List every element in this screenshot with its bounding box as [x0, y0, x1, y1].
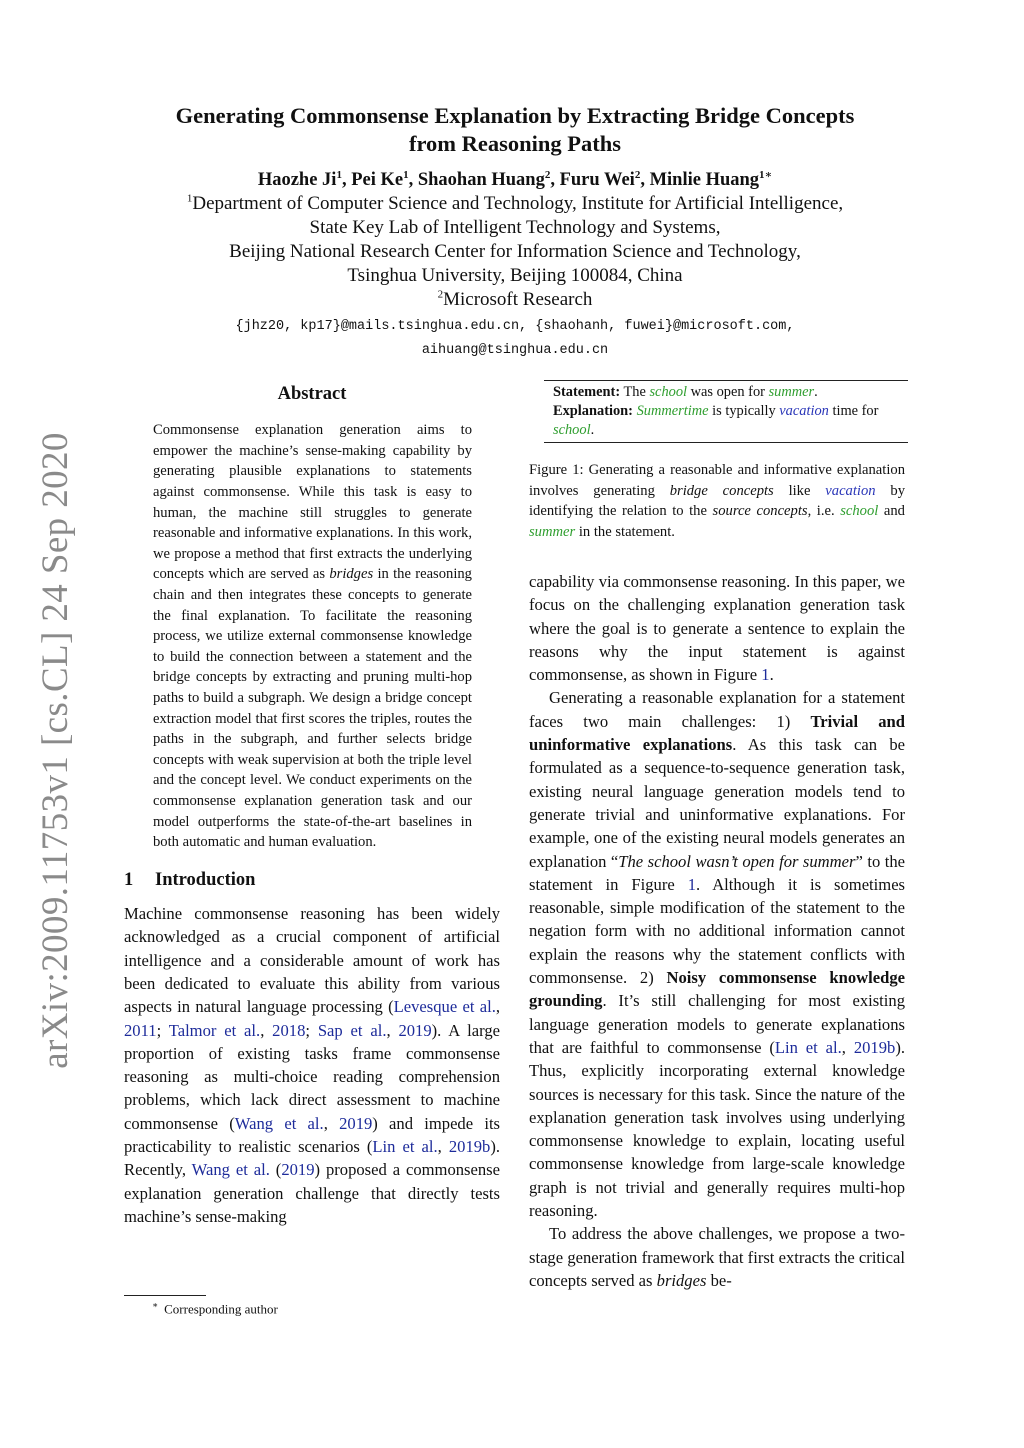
citation-link[interactable]: Lin et al. — [372, 1137, 438, 1157]
abstract-body: Commonsense explanation generation aims to empower the machine’s sense-making capability by generating plausible explanations to statements against commonsense. While this task is easy to human, the machine still struggles to generate reasonable and informative explanations. In this work, we propose a method that first extracts the underlying concepts which are served as bridges in the reasoning chain and then integrates these concepts to generate the final explanation. To facilitate the reasoning process, we utilize external commonsense knowledge to build the connection between a statement and the bridge concepts by extracting and pruning multi-hop paths to build a subgraph. We design a bridge concept extraction model that first scores the triples, routes the paths in the subgraph, and further selects bridge concepts with weak supervision at both the triple level and the concept level. We conduct experiments on the commonsense explanation generation task and our model outperforms the state-of-the-art baselines in both automatic and human evaluation. — [153, 422, 472, 851]
citation-link[interactable]: Wang et al. — [234, 1113, 324, 1133]
author: Pei Ke$^1$ — [351, 168, 409, 190]
author: Minlie Huang$^{1∗}$ — [649, 168, 773, 190]
citation-link[interactable]: Levesque et al. — [393, 997, 496, 1017]
abstract-heading: Abstract — [277, 384, 347, 404]
figure-caption: Figure 1: Generating a reasonable and informative explanation involves generating bridge concepts like vacation by identifying the relation to the source concepts, i.e. school and summer in the statement. — [529, 462, 905, 540]
citation-link[interactable]: 2019b — [853, 1037, 896, 1057]
arxiv-stamp: arXiv:2009.11753v1 [cs.CL] 24 Sep 2020 — [34, 431, 76, 1069]
figure-example-box — [544, 380, 908, 443]
body-paragraph: To address the above challenges, we propose a two-stage generation framework that first extracts the critical concepts served as bridges be- — [529, 1224, 905, 1290]
citation-link[interactable]: Lin et al. — [774, 1037, 842, 1057]
citation-link[interactable]: 2019 — [339, 1113, 373, 1133]
footnote-rule — [124, 1295, 206, 1296]
author: Shaohan Huang$^2$ — [417, 168, 551, 190]
citation-link[interactable]: 2011 — [124, 1020, 157, 1040]
affiliations: $^1$Department of Computer Science and Technology, Institute for Artificial Intelligence, State Key Lab of Intelligent Technology and Systems, Beijing National Research Center for Information Science and Technology, Tsinghua University, Beijing 100084, China $^2$Microsoft Research — [186, 192, 844, 310]
author: Haozhe Ji$^1$ — [257, 168, 342, 190]
left-column — [124, 380, 500, 1228]
figure-ref-link[interactable]: 1 — [687, 874, 696, 894]
citation-link[interactable]: Sap et al. — [317, 1020, 387, 1040]
intro-paragraph: Machine commonsense reasoning has been widely acknowledged as a crucial component of artificial intelligence and a considerable amount of work has been dedicated to evaluate this ability from various aspects in natural language processing (Levesque et al., 2011; Talmor et al., 2018; Sap et al., 2019). A large proportion of existing tasks frame commonsense reasoning as multi-choice reading comprehension problems, which lack direct assessment to machine commonsense (Wang et al., 2019) and impede its practicability to realistic scenarios (Lin et al., 2019b). Recently, Wang et al. (2019) proposed a commonsense explanation generation challenge that directly tests machine’s sense-making — [124, 904, 501, 1226]
paper-title: Generating Commonsense Explanation by Extracting Bridge Concepts from Reasoning Paths — [175, 103, 855, 156]
figure-statement: Statement: The school was open for summer. — [553, 384, 818, 400]
author: Furu Wei$^2$ — [559, 168, 641, 190]
right-column — [529, 570, 905, 1292]
citation-link[interactable]: 2019 — [398, 1020, 432, 1040]
citation-link[interactable]: 2019 — [281, 1160, 315, 1180]
author-emails: {jhz20, kp17}@mails.tsinghua.edu.cn, {shaohanh, fuwei}@microsoft.com, aihuang@tsinghua.edu.cn — [235, 319, 795, 358]
body-paragraph: Generating a reasonable explanation for a statement faces two main challenges: 1) Trivial and uninformative explanations. As this task can be formulated as a sequence-to-sequence generation task, existing neural language generation models tend to generate trivial and uninformative explanations. For example, one of the existing neural models generates an explanation “The school wasn’t open for summer” to the statement in Figure 1. Although it is sometimes reasonable, simple modification of the statement to the negation form with no additional information cannot explain the reasons why the statement conflicts with commonsense. 2) Noisy commonsense knowledge grounding. It’s still challenging for most existing language generation models to generate explanations that are faithful to commonsense (Lin et al., 2019b). Thus, explicitly incorporating external knowledge sources is necessary for this task. Since the nature of the explanation generation task involves using underlying commonsense knowledge to explain, locating useful commonsense knowledge from large-scale knowledge graph is not trivial and generally requires multi-hop reasoning. — [529, 688, 906, 1221]
footnote: ∗ Corresponding author — [124, 1295, 500, 1317]
citation-link[interactable]: 2018 — [272, 1020, 306, 1040]
figure-explanation: Explanation: Summertime is typically vacation time for school. — [553, 403, 879, 438]
citation-link[interactable]: 2019b — [448, 1137, 491, 1157]
figure-1 — [529, 380, 905, 542]
citation-link[interactable]: Talmor et al. — [168, 1020, 261, 1040]
body-paragraph: capability via commonsense reasoning. In this paper, we focus on the challenging explanation generation task where the goal is to generate a sentence to explain the reasons why the input statement is against commonsense, as shown in Figure 1. — [529, 572, 905, 685]
citation-link[interactable]: Wang et al. — [191, 1160, 270, 1180]
section-heading-introduction: 1 Introduction — [124, 869, 256, 890]
figure-ref-link[interactable]: 1 — [761, 665, 770, 685]
paper-header — [100, 102, 930, 363]
author-list: Haozhe Ji$^1$, Pei Ke$^1$, Shaohan Huang$^2$, Furu Wei$^2$, Minlie Huang$^{1∗}$ — [257, 168, 773, 190]
